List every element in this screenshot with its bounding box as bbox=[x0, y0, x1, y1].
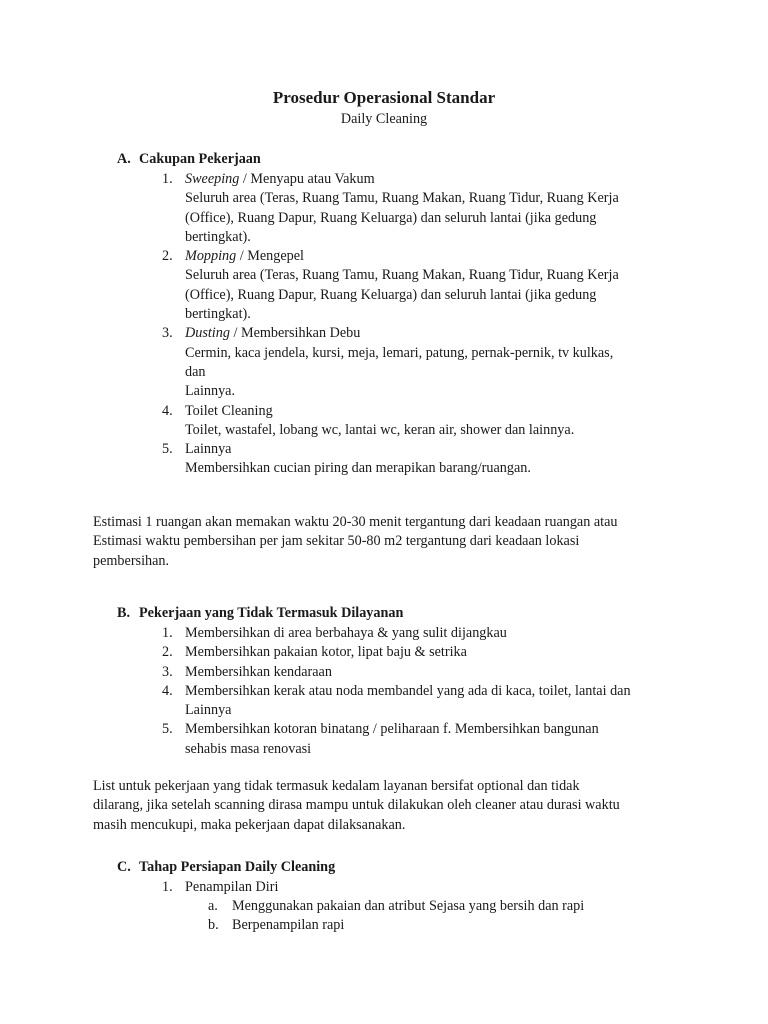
item-title-english: Sweeping bbox=[185, 171, 240, 187]
item-title: Toilet Cleaning bbox=[185, 402, 273, 419]
section-letter: C. bbox=[117, 859, 131, 875]
item-line: Membersihkan di area berbahaya & yang sulit dijangkau bbox=[185, 625, 507, 641]
list-item bbox=[162, 878, 674, 897]
list-item bbox=[162, 402, 674, 441]
item-line: Menggunakan pakaian dan atribut Sejasa yang bersih dan rapi bbox=[232, 898, 585, 914]
section-letter: B. bbox=[117, 605, 131, 621]
item-title-rest: / Menyapu atau Vakum bbox=[239, 171, 375, 187]
item-line: Seluruh area (Teras, Ruang Tamu, Ruang Makan, Ruang Tidur, Ruang Kerja bbox=[185, 267, 619, 284]
item-number: 1. bbox=[162, 879, 173, 895]
item-line: Toilet, wastafel, lobang wc, lantai wc, keran air, shower dan lainnya. bbox=[185, 421, 575, 438]
item-title bbox=[185, 170, 674, 189]
item-number: 1. bbox=[162, 625, 173, 641]
item-line: dan bbox=[185, 363, 206, 380]
item-title: Lainnya bbox=[185, 441, 232, 458]
section-heading-b bbox=[117, 604, 403, 623]
section-heading-c bbox=[117, 858, 335, 877]
item-line: (Office), Ruang Dapur, Ruang Keluarga) dan seluruh lantai (jika gedung bbox=[185, 286, 597, 303]
item-line: Membersihkan kendaraan bbox=[185, 663, 332, 680]
paragraph-line: masih mencukupi, maka pekerjaan dapat dilaksanakan. bbox=[93, 816, 406, 833]
item-letter: b. bbox=[208, 917, 219, 934]
paragraph-line: List untuk pekerjaan yang tidak termasuk kedalam layanan bersifat optional dan tidak bbox=[93, 778, 580, 794]
paragraph-line: Estimasi 1 ruangan akan memakan waktu 20-30 menit tergantung dari keadaan ruangan atau bbox=[93, 514, 618, 530]
item-line: Lainnya. bbox=[185, 383, 236, 400]
list-item bbox=[162, 663, 674, 682]
item-line: bertingkat). bbox=[185, 306, 251, 323]
list-item bbox=[162, 624, 674, 643]
item-line: Membersihkan kotoran binatang / peliharaan f. Membersihkan bangunan bbox=[185, 721, 599, 738]
item-number: 2. bbox=[162, 644, 173, 661]
item-line: Seluruh area (Teras, Ruang Tamu, Ruang Makan, Ruang Tidur, Ruang Kerja bbox=[185, 190, 619, 207]
list-item bbox=[162, 440, 674, 479]
item-number: 1. bbox=[162, 171, 173, 187]
section-c-list bbox=[162, 878, 674, 897]
list-item bbox=[162, 324, 674, 401]
item-title-rest: / Mengepel bbox=[236, 248, 304, 265]
section-title: Pekerjaan yang Tidak Termasuk Dilayanan bbox=[139, 605, 404, 621]
list-item bbox=[162, 643, 674, 662]
item-title: Penampilan Diri bbox=[185, 879, 279, 895]
estimate-paragraph bbox=[93, 513, 674, 571]
item-title bbox=[185, 324, 674, 343]
item-line: Membersihkan pakaian kotor, lipat baju & setrika bbox=[185, 644, 467, 661]
item-number: 2. bbox=[162, 248, 173, 265]
section-heading-a bbox=[117, 150, 261, 169]
item-line: Membersihkan kerak atau noda membandel yang ada di kaca, toilet, lantai dan bbox=[185, 682, 631, 699]
page-title: Prosedur Operasional Standar bbox=[272, 88, 496, 107]
item-line: Berpenampilan rapi bbox=[232, 917, 345, 934]
list-item bbox=[162, 170, 674, 247]
item-number: 4. bbox=[162, 402, 173, 419]
paragraph-line: dilarang, jika setelah scanning dirasa mampu untuk dilakukan oleh cleaner atau durasi waktu bbox=[93, 797, 620, 814]
paragraph-line: Estimasi waktu pembersihan per jam sekitar 50-80 m2 tergantung dari keadaan lokasi bbox=[93, 533, 580, 550]
item-line: Membersihkan cucian piring dan merapikan barang/ruangan. bbox=[185, 460, 531, 477]
section-letter: A. bbox=[117, 151, 131, 167]
item-line: Cermin, kaca jendela, kursi, meja, lemari, patung, pernak-pernik, tv kulkas, bbox=[185, 344, 614, 361]
item-line: bertingkat). bbox=[185, 228, 251, 245]
item-title-english: Mopping bbox=[185, 248, 237, 265]
item-line: sehabis masa renovasi bbox=[185, 740, 312, 757]
sub-list-item bbox=[208, 916, 674, 935]
item-number: 5. bbox=[162, 721, 173, 738]
item-title bbox=[185, 247, 674, 266]
list-item bbox=[162, 247, 674, 324]
list-item bbox=[162, 720, 674, 759]
item-line: (Office), Ruang Dapur, Ruang Keluarga) dan seluruh lantai (jika gedung bbox=[185, 209, 597, 226]
section-a-list bbox=[162, 170, 674, 479]
paragraph-line: pembersihan. bbox=[93, 552, 170, 569]
section-title: Cakupan Pekerjaan bbox=[139, 151, 261, 167]
page-subtitle: Daily Cleaning bbox=[340, 111, 428, 127]
optional-paragraph bbox=[93, 777, 674, 835]
item-number: 5. bbox=[162, 441, 173, 458]
item-letter: a. bbox=[208, 898, 218, 914]
item-line: Lainnya bbox=[185, 702, 232, 719]
section-b-list bbox=[162, 624, 674, 759]
item-title-english: Dusting bbox=[185, 325, 230, 342]
item-title-rest: / Membersihkan Debu bbox=[229, 325, 361, 342]
sub-list-item bbox=[208, 897, 674, 916]
section-c-sublist bbox=[208, 897, 674, 936]
item-number: 3. bbox=[162, 325, 173, 342]
item-number: 4. bbox=[162, 682, 173, 699]
list-item bbox=[162, 682, 674, 721]
section-title: Tahap Persiapan Daily Cleaning bbox=[139, 859, 336, 875]
item-number: 3. bbox=[162, 663, 173, 680]
